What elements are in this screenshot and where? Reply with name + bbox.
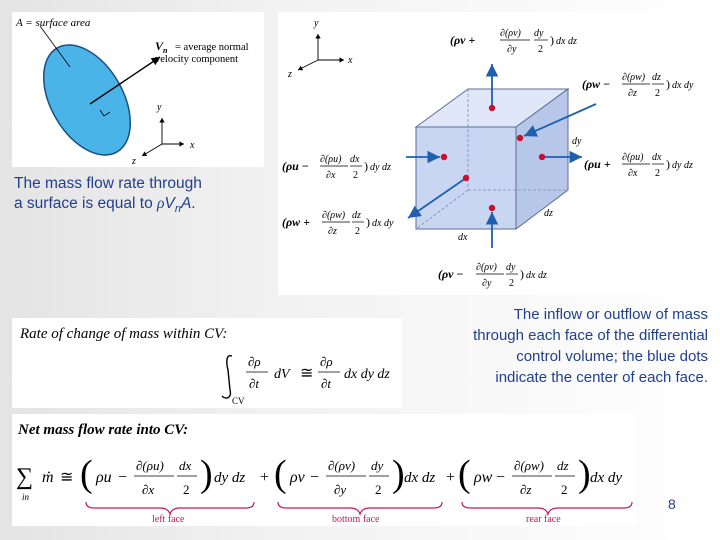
svg-text:∂(ρu): ∂(ρu)	[320, 154, 342, 165]
svg-text:2: 2	[183, 482, 190, 497]
svg-text:dy: dy	[371, 458, 384, 473]
svg-text:∂(ρv): ∂(ρv)	[328, 458, 356, 473]
svg-text:(: (	[274, 453, 287, 495]
net-approx: ≅	[60, 469, 74, 486]
rate-heading: Rate of change of mass within CV:	[20, 326, 228, 342]
svg-text:dy dz: dy dz	[672, 160, 693, 171]
caption-right-line1: The inflow or outflow of mass	[513, 306, 708, 323]
rate-rhs-diff: dx dy dz	[344, 367, 390, 382]
dot-top	[489, 105, 495, 111]
svg-text:): )	[520, 267, 524, 281]
brace-label-left: left face	[152, 514, 185, 525]
svg-text:): )	[666, 157, 670, 171]
svg-text:∂(ρw): ∂(ρw)	[514, 458, 544, 473]
net-equation-panel	[12, 414, 636, 526]
integral-sub: CV	[232, 396, 245, 406]
svg-text:dx dz: dx dz	[404, 470, 436, 486]
axis-y-label: y	[157, 102, 162, 113]
svg-text:dz: dz	[557, 458, 569, 473]
cube-dy-label: dy	[572, 136, 582, 147]
rate-num: ∂ρ	[248, 354, 261, 369]
surface-figure	[12, 12, 264, 167]
flux-rear-label	[582, 72, 694, 99]
flux-bottom-label	[438, 262, 547, 289]
svg-text:dx dy: dx dy	[590, 470, 623, 486]
svg-text:dy dz: dy dz	[370, 162, 391, 173]
caption-right-line3: control volume; the blue dots	[516, 348, 708, 365]
cube-axis-z-line	[298, 60, 318, 70]
svg-text:(: (	[80, 453, 93, 495]
vn-symbol: $V_n$	[155, 39, 168, 55]
svg-text:∂(ρv): ∂(ρv)	[500, 28, 521, 39]
axis-z-label: z	[132, 156, 136, 167]
svg-text:dx: dx	[179, 458, 192, 473]
svg-text:∂(ρu): ∂(ρu)	[136, 458, 164, 473]
caption-right-line2: through each face of the differential	[473, 327, 708, 344]
svg-text:): )	[392, 453, 405, 495]
surface-diagram	[12, 12, 264, 167]
svg-text:dx dy: dx dy	[372, 218, 394, 229]
svg-text:dx dy: dx dy	[672, 80, 694, 91]
svg-text:2: 2	[538, 44, 543, 55]
svg-text:dz: dz	[652, 72, 661, 83]
brace-label-rear: rear face	[526, 514, 561, 525]
brace-label-bottom: bottom face	[332, 514, 380, 525]
svg-text:+: +	[446, 469, 456, 486]
mdot-symbol: ṁ	[42, 469, 54, 486]
svg-text:2: 2	[375, 482, 382, 497]
svg-text:(ρv −: (ρv −	[438, 267, 464, 281]
svg-text:dy dz: dy dz	[214, 470, 246, 486]
svg-text:∂(ρv): ∂(ρv)	[476, 262, 497, 273]
sum-sign: ∑	[16, 464, 34, 490]
svg-text:ρv: ρv	[290, 469, 305, 486]
svg-text:): )	[578, 453, 591, 495]
cube-axis-x-label: x	[348, 55, 353, 66]
svg-text:(ρw −: (ρw −	[582, 77, 611, 91]
cube-axis-z-label: z	[288, 69, 292, 80]
vn-desc-1: = average normal	[175, 42, 249, 53]
svg-text:−: −	[310, 469, 320, 486]
caption-left-line1: The mass flow rate through	[14, 175, 202, 192]
caption-left-line2: a surface is equal to $\rho V_nA$.	[14, 195, 196, 216]
svg-text:∂(ρw): ∂(ρw)	[622, 72, 646, 83]
svg-text:(ρu +: (ρu +	[584, 157, 611, 171]
caption-right-line4: indicate the center of each face.	[495, 369, 708, 386]
surface-ellipse	[26, 30, 148, 167]
svg-text:2: 2	[561, 482, 568, 497]
area-label: A = surface area	[16, 17, 91, 29]
brace-left-face	[86, 502, 254, 514]
svg-text:dx dz: dx dz	[526, 270, 547, 281]
svg-text:): )	[666, 77, 670, 91]
svg-text:(ρw +: (ρw +	[282, 215, 311, 229]
dot-rear	[517, 135, 523, 141]
vn-desc-2: velocity component	[155, 54, 239, 65]
svg-text:2: 2	[353, 170, 358, 181]
net-term-bottom-face	[274, 453, 455, 497]
svg-text:(ρu −: (ρu −	[282, 159, 309, 173]
page-number: 8	[668, 496, 676, 512]
svg-text:dy: dy	[534, 28, 544, 39]
svg-text:∂z: ∂z	[520, 482, 532, 497]
caption-right	[410, 304, 708, 388]
dot-right	[539, 154, 545, 160]
flux-front-label	[282, 210, 394, 237]
dot-bottom	[489, 205, 495, 211]
svg-text:∂z: ∂z	[328, 226, 337, 237]
svg-text:2: 2	[655, 168, 660, 179]
svg-text:): )	[550, 33, 554, 47]
svg-text:∂y: ∂y	[334, 482, 347, 497]
svg-text:): )	[366, 215, 370, 229]
brace-rear-face	[462, 502, 632, 514]
svg-text:dx dz: dx dz	[556, 36, 577, 47]
svg-text:): )	[364, 159, 368, 173]
net-heading: Net mass flow rate into CV:	[18, 422, 189, 438]
flux-right-label	[584, 152, 693, 179]
svg-text:2: 2	[355, 226, 360, 237]
svg-text:−: −	[118, 469, 128, 486]
rate-rhs-den: ∂t	[321, 376, 332, 391]
rate-equation-panel	[12, 318, 402, 408]
dot-front	[463, 175, 469, 181]
rate-equation	[12, 318, 402, 408]
net-term-left-face	[80, 453, 269, 497]
net-equation	[12, 414, 636, 526]
sum-sub: in	[22, 492, 30, 502]
svg-text:∂z: ∂z	[628, 88, 637, 99]
cube-diagram	[278, 12, 702, 295]
svg-text:+: +	[260, 469, 270, 486]
svg-text:∂x: ∂x	[142, 482, 155, 497]
flux-left-label	[282, 154, 391, 181]
rate-rhs-num: ∂ρ	[320, 354, 333, 369]
dot-left	[441, 154, 447, 160]
rate-den: ∂t	[249, 376, 260, 391]
svg-text:∂(ρu): ∂(ρu)	[622, 152, 644, 163]
svg-text:ρw: ρw	[474, 469, 493, 486]
svg-text:2: 2	[509, 278, 514, 289]
svg-text:dx: dx	[652, 152, 662, 163]
net-term-rear-face	[458, 453, 622, 497]
svg-text:(ρv +: (ρv +	[450, 33, 476, 47]
svg-text:∂y: ∂y	[507, 44, 517, 55]
svg-text:∂x: ∂x	[628, 168, 638, 179]
rate-diff: dV	[274, 367, 290, 382]
cube-figure	[278, 12, 702, 295]
svg-text:2: 2	[655, 88, 660, 99]
rate-approx: ≅	[300, 365, 314, 382]
svg-text:∂x: ∂x	[326, 170, 336, 181]
caption-left	[14, 174, 264, 219]
svg-text:): )	[200, 453, 213, 495]
cube-dx-label: dx	[458, 232, 468, 243]
axis-z-line	[142, 144, 162, 156]
svg-text:dx: dx	[350, 154, 360, 165]
cube-axis-y-label: y	[314, 18, 319, 29]
svg-text:∂(ρw): ∂(ρw)	[322, 210, 346, 221]
cube-dz-label: dz	[544, 208, 553, 219]
svg-text:ρu: ρu	[96, 469, 112, 486]
svg-text:∂y: ∂y	[482, 278, 492, 289]
flux-top-label	[450, 28, 577, 55]
integral-sign	[222, 356, 232, 398]
brace-bottom-face	[278, 502, 442, 514]
svg-text:dy: dy	[506, 262, 516, 273]
svg-text:(: (	[458, 453, 471, 495]
svg-text:−: −	[496, 469, 506, 486]
svg-text:dz: dz	[352, 210, 361, 221]
axis-x-label: x	[190, 140, 195, 151]
